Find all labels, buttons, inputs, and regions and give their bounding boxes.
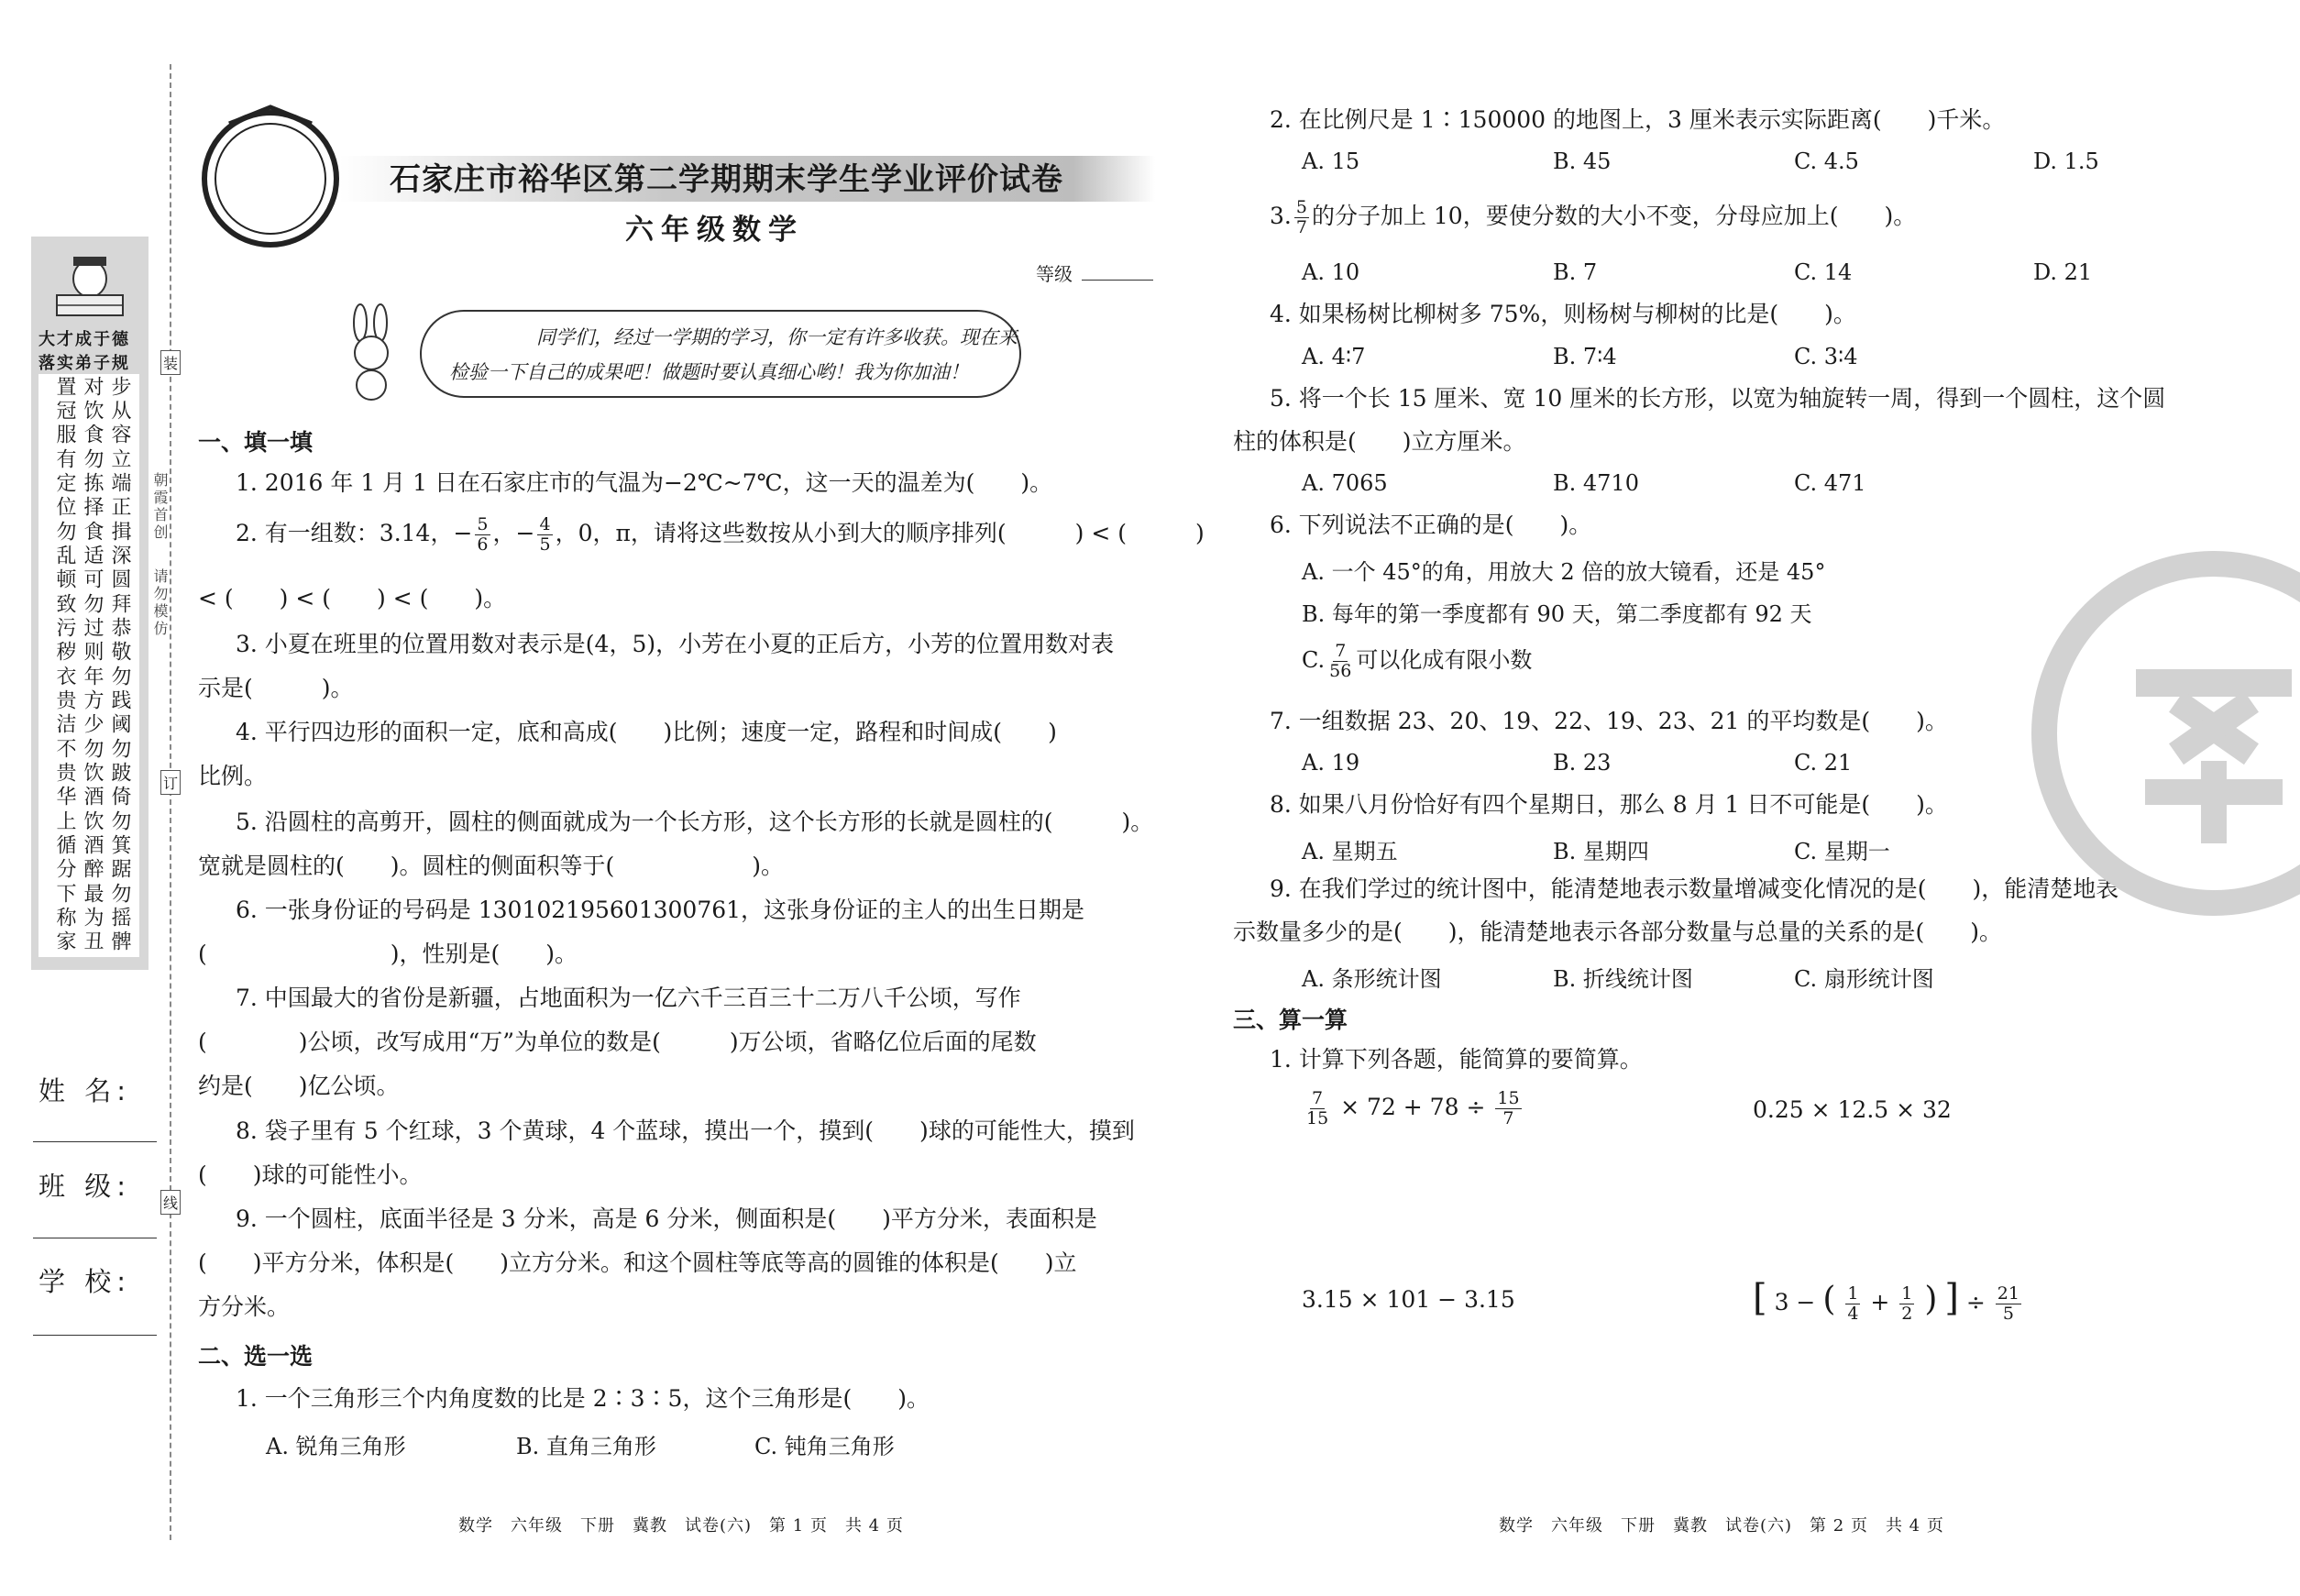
rule-column: 勿摇髀 bbox=[108, 883, 131, 954]
rule-column: 勿拣择 bbox=[81, 448, 104, 520]
fraction: $\frac{4}{5}$ bbox=[539, 514, 551, 555]
s2-q4-opt-b: B. 7∶4 bbox=[1553, 344, 1617, 369]
calc-expression-1 bbox=[1302, 1089, 1524, 1128]
s2-q3-text: 的分子加上 10，要使分数的大小不变，分母应加上( )。 bbox=[1311, 203, 1917, 229]
rule-column: 勿跛倚 bbox=[108, 738, 131, 809]
calc-expression-4 bbox=[1753, 1277, 2024, 1324]
binding-line bbox=[170, 64, 171, 1540]
s2-q4: 4. 如果杨树比柳树多 75%，则杨树与柳树的比是( )。 bbox=[1270, 301, 1856, 327]
rule-column: 年方少 bbox=[81, 666, 104, 737]
motto-2: 落实弟子规 bbox=[39, 354, 130, 373]
rule-column: 下称家 bbox=[53, 883, 76, 954]
s2-q9-opt-a: A. 条形统计图 bbox=[1302, 966, 1442, 992]
s2-q6-opt-a: A. 一个 45°的角，用放大 2 倍的放大镜看，还是 45° bbox=[1302, 559, 1826, 585]
rule-column: 对饮食 bbox=[81, 376, 104, 447]
footer-right: 数学 六年级 下册 冀教 试卷(六) 第 2 页 共 4 页 bbox=[1499, 1516, 1944, 1535]
fraction: $\frac{1}{2}$ bbox=[1901, 1283, 1913, 1324]
calc-expression-2: 0.25 × 12.5 × 32 bbox=[1753, 1096, 1952, 1123]
calc-expression-3: 3.15 × 101 − 3.15 bbox=[1302, 1286, 1515, 1313]
s2-q4-opt-a: A. 4∶7 bbox=[1302, 344, 1366, 369]
s1-q2-line1 bbox=[236, 515, 1205, 555]
left-paren: ( bbox=[1822, 1281, 1836, 1318]
s1-q7-line2: ( )公顷，改写成用“万”为单位的数是( )万公顷，省略亿位后面的尾数 bbox=[198, 1029, 1037, 1055]
binding-text-2: 请勿模仿 bbox=[151, 568, 169, 638]
rule-column: 最为丑 bbox=[81, 883, 104, 954]
scholar-illustration bbox=[31, 242, 149, 325]
s1-q9-line3: 方分米。 bbox=[198, 1293, 291, 1320]
s2-q1-opt-c: C. 钝角三角形 bbox=[754, 1434, 895, 1459]
rule-column: 勿箕踞 bbox=[108, 810, 131, 882]
rule-column: 立端正 bbox=[108, 448, 131, 520]
grade-label: 等级 bbox=[1036, 263, 1073, 285]
s1-q6-line2: ( )，性别是( )。 bbox=[198, 941, 578, 967]
calc-1-mid: × 72 + 78 ÷ bbox=[1340, 1094, 1486, 1120]
s2-q3-opt-b: B. 7 bbox=[1553, 259, 1598, 285]
s2-q3-opt-a: A. 10 bbox=[1302, 259, 1360, 285]
binding-mark-1: 装 bbox=[160, 350, 181, 375]
rule-column: 步从容 bbox=[108, 376, 131, 447]
section-3-title: 三、算一算 bbox=[1233, 1007, 1348, 1033]
s1-q6-line1: 6. 一张身份证的号码是 130102195601300761，这张身份证的主人的出生日期是 bbox=[236, 897, 1085, 923]
s1-q2-line2: < ( ) < ( ) < ( )。 bbox=[198, 585, 507, 611]
binding-mark-3: 线 bbox=[160, 1190, 181, 1215]
fraction: $\frac{21}{5}$ bbox=[1997, 1283, 2019, 1324]
s2-q7-opt-a: A. 19 bbox=[1302, 750, 1360, 776]
s1-q2-b: ，− bbox=[492, 520, 535, 546]
s2-q1-opt-b: B. 直角三角形 bbox=[516, 1434, 656, 1459]
section-2-title: 二、选一选 bbox=[198, 1343, 314, 1370]
s2-q5-opt-c: C. 471 bbox=[1794, 470, 1866, 496]
s2-q8: 8. 如果八月份恰好有四个星期日，那么 8 月 1 日不可能是( )。 bbox=[1270, 791, 1948, 818]
rule-column: 置冠服 bbox=[53, 376, 76, 447]
s1-q3-line1: 3. 小夏在班里的位置用数对表示是(4，5)，小芳在小夏的正后方，小芳的位置用数对表 bbox=[236, 631, 1115, 657]
left-bracket: [ bbox=[1753, 1277, 1767, 1319]
s2-q3-opt-d: D. 21 bbox=[2033, 259, 2093, 285]
fraction: $\frac{15}{7}$ bbox=[1497, 1088, 1520, 1128]
rule-column: 饮酒醉 bbox=[81, 810, 104, 882]
binding-text-1: 朝霞首创 bbox=[151, 472, 169, 542]
school-label: 学 校: bbox=[39, 1266, 131, 1297]
fraction: $\frac{5}{7}$ bbox=[1295, 197, 1307, 237]
fraction: $\frac{1}{4}$ bbox=[1847, 1283, 1859, 1324]
footer-left: 数学 六年级 下册 冀教 试卷(六) 第 1 页 共 4 页 bbox=[458, 1516, 904, 1535]
intro-line-1: 同学们，经过一学期的学习，你一定有许多收获。现在来 bbox=[536, 326, 1018, 348]
s2-q3 bbox=[1270, 198, 1916, 237]
fraction: $\frac{7}{56}$ bbox=[1329, 641, 1352, 681]
s1-q5-line1: 5. 沿圆柱的高剪开，圆柱的侧面就成为一个长方形，这个长方形的长就是圆柱的( )。 bbox=[236, 809, 1154, 835]
rule-column: 拜恭敬 bbox=[108, 593, 131, 665]
rule-column: 勿乱顿 bbox=[53, 521, 76, 592]
s1-q1: 1. 2016 年 1 月 1 日在石家庄市的气温为−2℃~7℃，这一天的温差为( )。 bbox=[236, 469, 1053, 496]
s2-q2-opt-c: C. 4.5 bbox=[1794, 149, 1859, 174]
exam-subtitle: 六年级数学 bbox=[625, 214, 804, 247]
s2-q9-line2: 示数量多少的是( )，能清楚地表示各部分数量与总量的关系的是( )。 bbox=[1233, 919, 2003, 945]
s1-q4-line2: 比例。 bbox=[198, 763, 268, 789]
s1-q8-line1: 8. 袋子里有 5 个红球，3 个黄球，4 个蓝球，摸出一个，摸到( )球的可能性大，摸到 bbox=[236, 1117, 1135, 1144]
motto-1: 大才成于德 bbox=[39, 330, 130, 349]
rule-column: 不贵华 bbox=[53, 738, 76, 809]
s2-q8-opt-c: C. 星期一 bbox=[1794, 839, 1890, 864]
s1-q7-line1: 7. 中国最大的省份是新疆，占地面积为一亿六千三百三十二万八千公顷，写作 bbox=[236, 985, 1021, 1011]
s2-q8-opt-b: B. 星期四 bbox=[1553, 839, 1649, 864]
s2-q3-number: 3. bbox=[1270, 203, 1292, 229]
s2-q6-opt-c-text: 可以化成有限小数 bbox=[1356, 647, 1533, 673]
s2-q6: 6. 下列说法不正确的是( )。 bbox=[1270, 512, 1592, 538]
fraction: $\frac{7}{15}$ bbox=[1306, 1088, 1329, 1128]
s1-q7-line3: 约是( )亿公顷。 bbox=[198, 1073, 400, 1099]
s2-q2-opt-a: A. 15 bbox=[1302, 149, 1360, 174]
s1-q2-a: 2. 有一组数：3.14，− bbox=[236, 520, 473, 546]
calc-4-a: 3 − bbox=[1774, 1289, 1816, 1315]
rule-column: 衣贵洁 bbox=[53, 666, 76, 737]
right-bracket: ] bbox=[1944, 1277, 1959, 1319]
s2-q2-opt-b: B. 45 bbox=[1553, 149, 1612, 174]
rule-column: 上循分 bbox=[53, 810, 76, 882]
name-line bbox=[33, 1141, 157, 1142]
plus-sign: + bbox=[1870, 1289, 1890, 1315]
s2-q5-line1: 5. 将一个长 15 厘米、宽 10 厘米的长方形，以宽为轴旋转一周，得到一个圆柱，这个圆 bbox=[1270, 385, 2166, 412]
s2-q3-opt-c: C. 14 bbox=[1794, 259, 1853, 285]
s2-q7: 7. 一组数据 23、20、19、22、19、23、21 的平均数是( )。 bbox=[1270, 708, 1948, 734]
fraction: $\frac{5}{6}$ bbox=[477, 514, 489, 555]
s1-q3-line2: 示是( )。 bbox=[198, 675, 354, 701]
s2-q7-opt-c: C. 21 bbox=[1794, 750, 1853, 776]
publisher-logo bbox=[193, 96, 348, 252]
s2-q5-opt-b: B. 4710 bbox=[1553, 470, 1639, 496]
rabbit-mascot-icon bbox=[335, 303, 408, 403]
s2-q4-opt-c: C. 3∶4 bbox=[1794, 344, 1858, 369]
s2-q1-opt-a: A. 锐角三角形 bbox=[266, 1434, 406, 1459]
rule-column: 致污秽 bbox=[53, 593, 76, 665]
s1-q8-line2: ( )球的可能性小。 bbox=[198, 1161, 423, 1188]
exam-title: 石家庄市裕华区第二学期期末学生学业评价试卷 bbox=[390, 161, 1063, 198]
grade-line bbox=[1082, 280, 1153, 281]
s2-q2: 2. 在比例尺是 1∶150000 的地图上，3 厘米表示实际距离( )千米。 bbox=[1270, 106, 2006, 133]
s1-q9-line1: 9. 一个圆柱，底面半径是 3 分米，高是 6 分米，侧面积是( )平方分米，表面积是 bbox=[236, 1205, 1097, 1232]
s2-q6-opt-c-letter: C. bbox=[1302, 647, 1326, 673]
s2-q6-opt-b: B. 每年的第一季度都有 90 天，第二季度都有 92 天 bbox=[1302, 601, 1812, 627]
s1-q2-c: ，0，π，请将这些数按从小到大的顺序排列( ) < ( ) bbox=[555, 520, 1205, 546]
s1-q9-line2: ( )平方分米，体积是( )立方分米。和这个圆柱等底等高的圆锥的体积是( )立 bbox=[198, 1249, 1077, 1276]
rule-column: 勿过则 bbox=[81, 593, 104, 665]
s2-q9-opt-b: B. 折线统计图 bbox=[1553, 966, 1693, 992]
s2-q9-opt-c: C. 扇形统计图 bbox=[1794, 966, 1934, 992]
s2-q7-opt-b: B. 23 bbox=[1553, 750, 1612, 776]
s2-q6-opt-c bbox=[1302, 642, 1532, 681]
intro-line-2: 检验一下自己的成果吧！做题时要认真细心哟！我为你加油！ bbox=[449, 361, 969, 383]
class-label: 班 级: bbox=[39, 1171, 131, 1202]
s1-q4-line1: 4. 平行四边形的面积一定，底和高成( )比例；速度一定，路程和时间成( ) bbox=[236, 719, 1057, 745]
rule-column: 揖深圆 bbox=[108, 521, 131, 592]
s1-q5-line2: 宽就是圆柱的( )。圆柱的侧面积等于( )。 bbox=[198, 853, 785, 879]
s2-q5-line2: 柱的体积是( )立方厘米。 bbox=[1233, 428, 1526, 455]
binding-mark-2: 订 bbox=[160, 770, 181, 795]
section-1-title: 一、填一填 bbox=[198, 429, 314, 456]
s3-q1: 1. 计算下列各题，能简算的要简算。 bbox=[1270, 1046, 1643, 1073]
divide-sign: ÷ bbox=[1965, 1289, 1986, 1315]
rule-column: 勿践阈 bbox=[108, 666, 131, 737]
s2-q2-opt-d: D. 1.5 bbox=[2033, 149, 2099, 174]
confidential-stamp-watermark bbox=[2030, 550, 2300, 917]
sidebar-rules-panel bbox=[31, 237, 149, 970]
s2-q5-opt-a: A. 7065 bbox=[1302, 470, 1388, 496]
rule-column: 勿饮酒 bbox=[81, 738, 104, 809]
name-label: 姓 名: bbox=[39, 1075, 131, 1106]
s2-q8-opt-a: A. 星期五 bbox=[1302, 839, 1398, 864]
s2-q9-line1: 9. 在我们学过的统计图中，能清楚地表示数量增减变化情况的是( )，能清楚地表 bbox=[1270, 875, 2119, 902]
rule-column: 食适可 bbox=[81, 521, 104, 592]
right-paren: ) bbox=[1924, 1281, 1938, 1318]
rule-column: 有定位 bbox=[53, 448, 76, 520]
s2-q1: 1. 一个三角形三个内角度数的比是 2∶3∶5，这个三角形是( )。 bbox=[236, 1385, 930, 1412]
school-line bbox=[33, 1335, 157, 1336]
